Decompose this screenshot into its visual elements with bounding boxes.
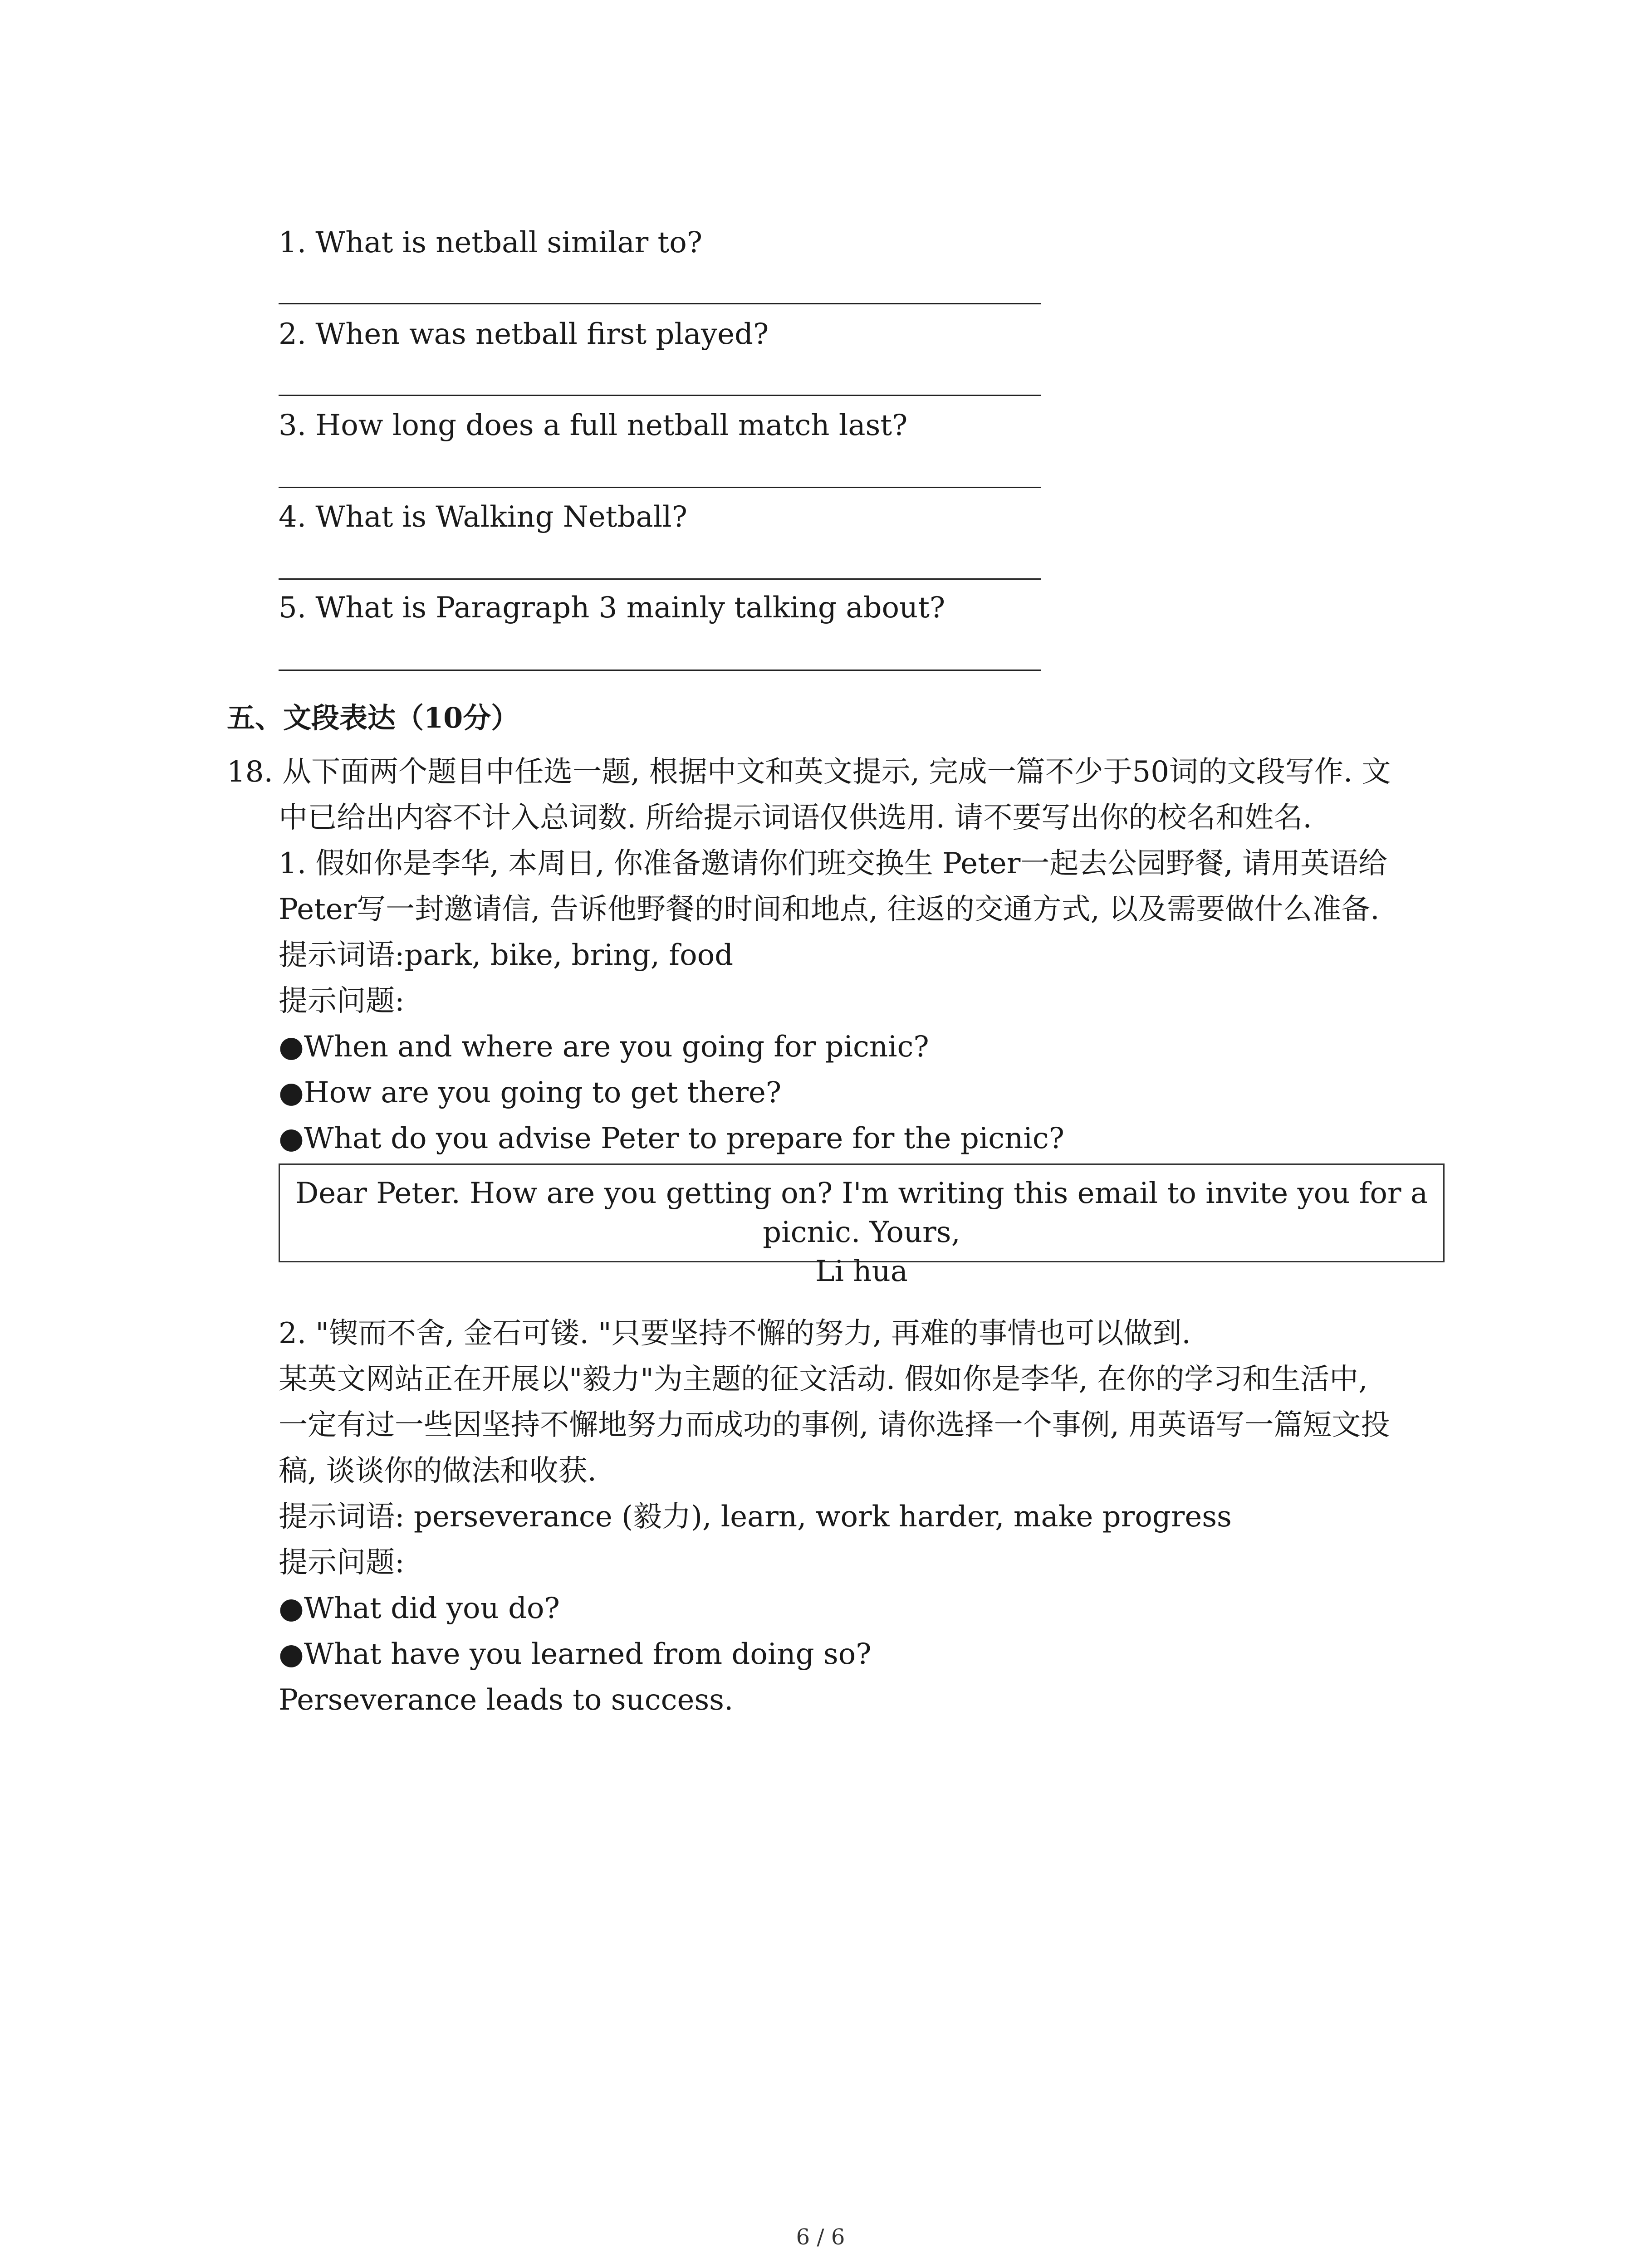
page-number: 6 / 6: [796, 2224, 845, 2250]
topic2-bullet-2: ●What have you learned from doing so?: [279, 1637, 872, 1671]
topic1-bullet-1: ●When and where are you going for picnic?: [279, 1030, 929, 1064]
topic2-line-4: 稿, 谈谈你的做法和收获.: [279, 1454, 597, 1488]
letter-box-line-1: Dear Peter. How are you getting on? I'm writing this email to invite you for a picnic. Yours,: [295, 1177, 1428, 1249]
topic2-prompts-label: 提示问题:: [279, 1546, 405, 1579]
topic1-bullet-3: ●What do you advise Peter to prepare for the picnic?: [279, 1122, 1064, 1155]
topic1-line-2: Peter写一封邀请信, 告诉他野餐的时间和地点, 往返的交通方式, 以及需要做什么准备.: [279, 893, 1380, 926]
topic2-bullet-1: ●What did you do?: [279, 1592, 560, 1625]
answer-line-2[interactable]: [279, 395, 1041, 396]
question-1: 1. What is netball similar to?: [279, 226, 703, 259]
q18-instruction-line-1: 18. 从下面两个题目中任选一题, 根据中文和英文提示, 完成一篇不少于50词的文段写作. 文: [227, 755, 1391, 789]
topic1-line-1: 1. 假如你是李华, 本周日, 你准备邀请你们班交换生 Peter一起去公园野餐, 请用英语给: [279, 847, 1388, 880]
topic1-prompts-label: 提示问题:: [279, 984, 405, 1018]
topic2-line-2: 某英文网站正在开展以"毅力"为主题的征文活动. 假如你是李华, 在你的学习和生活中,: [279, 1363, 1368, 1396]
answer-line-3[interactable]: [279, 487, 1041, 488]
q18-instruction-line-2: 中已给出内容不计入总词数. 所给提示词语仅供选用. 请不要写出你的校名和姓名.: [279, 801, 1312, 835]
topic2-line-3: 一定有过一些因坚持不懈地努力而成功的事例, 请你选择一个事例, 用英语写一篇短文投: [279, 1408, 1390, 1442]
topic2-keywords: 提示词语: perseverance (毅力), learn, work harder, make progress: [279, 1500, 1232, 1534]
question-5: 5. What is Paragraph 3 mainly talking about?: [279, 591, 945, 625]
topic2-line-1: 2. "锲而不舍, 金石可镂. "只要坚持不懈的努力, 再难的事情也可以做到.: [279, 1317, 1191, 1350]
section-heading: 五、文段表达（10分）: [227, 701, 519, 734]
question-4: 4. What is Walking Netball?: [279, 500, 687, 534]
topic1-bullet-2: ●How are you going to get there?: [279, 1076, 782, 1110]
letter-box-line-2: Li hua: [815, 1255, 908, 1288]
question-2: 2. When was netball first played?: [279, 318, 769, 351]
topic1-letter-box: [279, 1163, 1445, 1288]
topic1-keywords: 提示词语:park, bike, bring, food: [279, 938, 734, 972]
question-3: 3. How long does a full netball match last?: [279, 409, 908, 442]
answer-line-1[interactable]: [279, 303, 1041, 304]
answer-line-5[interactable]: [279, 670, 1041, 671]
topic2-closing: Perseverance leads to success.: [279, 1683, 734, 1717]
answer-line-4[interactable]: [279, 578, 1041, 580]
